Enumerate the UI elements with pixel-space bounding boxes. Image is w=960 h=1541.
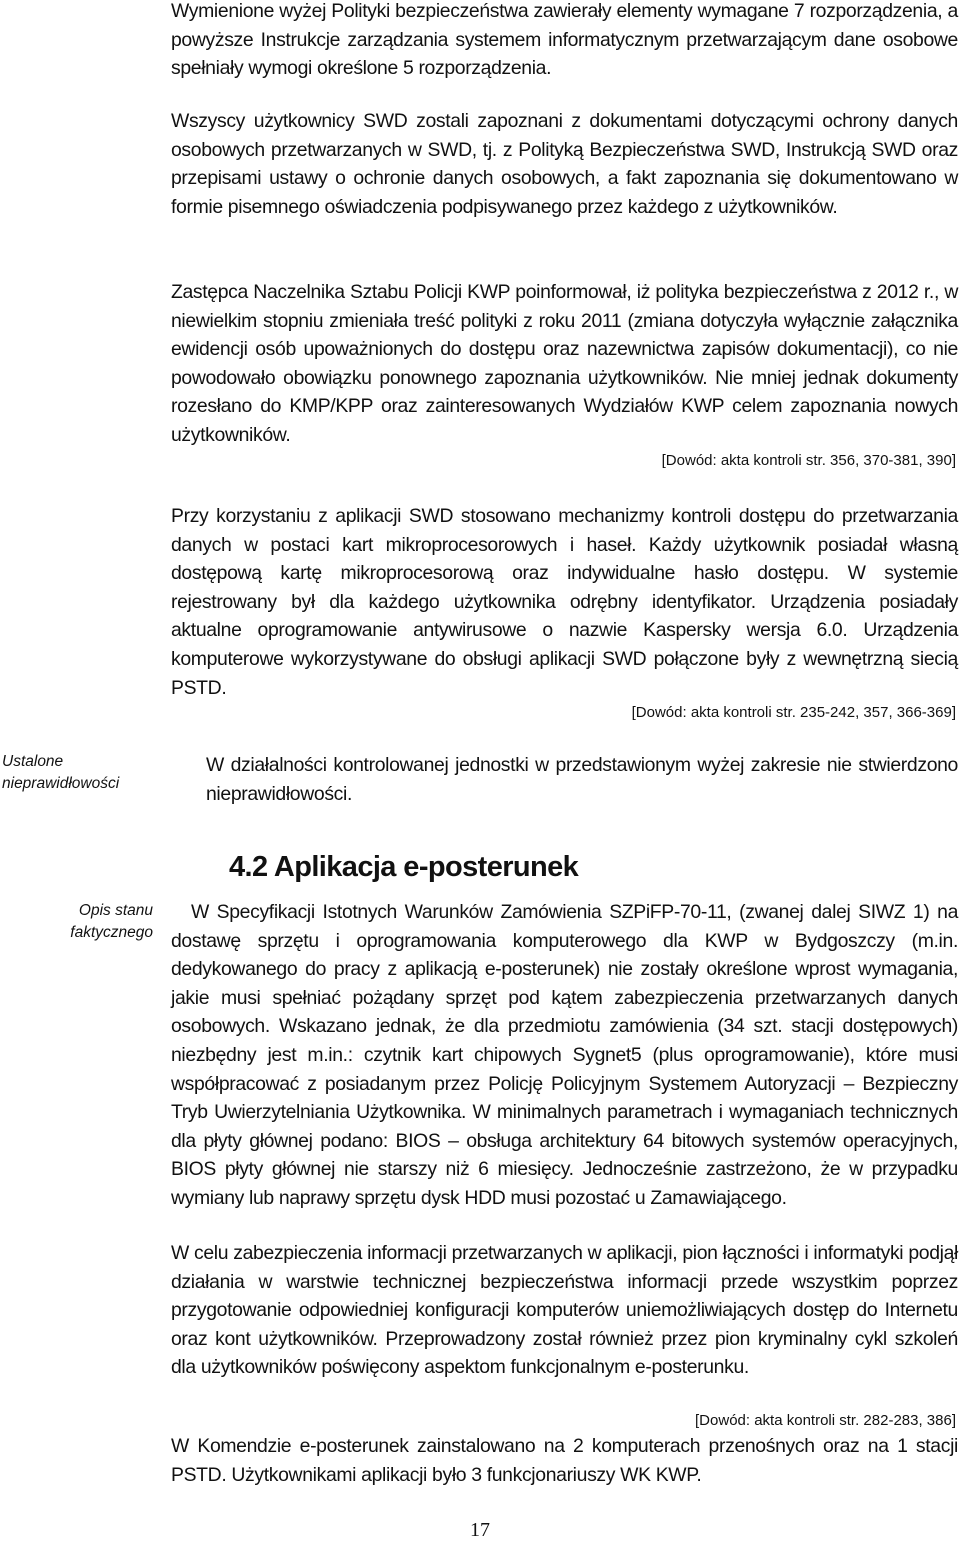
- paragraph-installation: W Komendzie e-posterunek zainstalowano na 2 komputerach przenośnych oraz na 1 stacji PSTD. Użytkownikami aplikacji było 3 funkcjonariuszy WK KWP.: [171, 1435, 958, 1486]
- page-number: 17: [470, 1519, 490, 1541]
- paragraph-siwz-specification: W Specyfikacji Istotnych Warunków Zamówienia SZPiFP-70-11, (zwanej dalej SIWZ 1) na dostawę sprzętu i oprogramowania komputerowego dla KWP w Bydgoszczy (m.in. dedykowanego do pracy z aplikacją e-posterunek) nie zostały określone wprost wymagania, jakie musi spełniać pożądany sprzęt pod kątem zabezpieczenia przetwarzanych danych osobowych. Wskazano jednak, że dla przedmiotu zamówienia (34 szt. stacji dostępowych) niezbędny jest m.in.: czytnik kart chipowych Sygnet5 (plus oprogramowanie), które musi współpracować z posiadanym przez Policję Policyjnym Systemem Autoryzacji – Bezpieczny Tryb Uwierzytelniania Użytkownika. W minimalnych parametrach i wymaganiach technicznych dla płyty głównej podano: BIOS – obsługa architektury 64 bitowych systemów operacyjnych, BIOS płyty głównej nie starszy niż 6 miesięcy. Jednocześnie zastrzeżono, że w przypadku wymiany lub naprawy sprzętu dysk HDD musi pozostać u Zamawiającego.: [171, 901, 958, 1209]
- section-heading: 4.2 Aplikacja e-posterunek: [229, 851, 579, 883]
- paragraph-security-measures: W celu zabezpieczenia informacji przetwarzanych w aplikacji, pion łączności i informatyki podjął działania w warstwie technicznej bezpieczeństwa informacji przede wszystkim poprzez przygotowanie odpowiedniej konfiguracji komputerów uniemożliwiających dostęp do Internetu oraz kont użytkowników. Przeprowadzony został również przez pion kryminalny cykl szkoleń dla użytkowników poświęcony aspektom funkcjonalnym e-posterunku.: [171, 1242, 958, 1379]
- paragraph-no-irregularities: W działalności kontrolowanej jednostki w przedstawionym wyżej zakresie nie stwierdzono nieprawidłowości.: [206, 754, 958, 805]
- evidence-reference: [Dowód: akta kontroli str. 235-242, 357, 366-369]: [631, 704, 956, 721]
- paragraph-policy-2012: Zastępca Naczelnika Sztabu Policji KWP poinformował, iż polityka bezpieczeństwa z 2012 r., w niewielkim stopniu zmieniała treść polityki z roku 2011 (zmiana dotyczyła wyłącznie załącznika ewidencji osób upoważnionych do dostępu oraz nazewnictwa zapisów dokumentacji), co nie powodowało obowiązku ponownego zapoznania użytkowników. Nie mniej jednak dokumenty rozesłano do KMP/KPP oraz zainteresowanych Wydziałów KWP celem zapoznania nowych użytkowników.: [171, 281, 958, 446]
- margin-note-irregularities: Ustalone nieprawidłowości: [2, 753, 120, 792]
- paragraph-policies-compliance: Wymienione wyżej Polityki bezpieczeństwa zawierały elementy wymagane 7 rozporządzenia, a powyższe Instrukcje zarządzania systemem informatycznym przetwarzającym dane osobowe spełniały wymogi określone 5 rozporządzenia.: [171, 0, 958, 80]
- evidence-reference: [Dowód: akta kontroli str. 356, 370-381, 390]: [661, 452, 956, 469]
- evidence-reference: [Dowód: akta kontroli str. 282-283, 386]: [695, 1412, 956, 1429]
- margin-note-facts: Opis stanu faktycznego: [70, 902, 153, 941]
- paragraph-users-informed: Wszyscy użytkownicy SWD zostali zapoznani z dokumentami dotyczącymi ochrony danych osobowych przetwarzanych w SWD, tj. z Polityką Bezpieczeństwa SWD, Instrukcją SWD oraz przepisami ustawy o ochronie danych osobowych, a fakt zapoznania się dokumentowano w formie pisemnego oświadczenia podpisywanego przez każdego z użytkowników.: [171, 110, 958, 218]
- paragraph-access-control: Przy korzystaniu z aplikacji SWD stosowano mechanizmy kontroli dostępu do przetwarzania danych w postaci kart mikroprocesorowych i haseł. Każdy użytkownik posiadał własną dostępową kartę mikroprocesorową oraz indywidualne hasło dostępu. W systemie rejestrowany był dla każdego użytkownika odrębny identyfikator. Urządzenia posiadały aktualne oprogramowanie antywirusowe o nazwie Kaspersky wersja 6.0. Urządzenia komputerowe wykorzystywane do obsługi aplikacji SWD połączone były z wewnętrzną siecią PSTD.: [171, 505, 958, 699]
